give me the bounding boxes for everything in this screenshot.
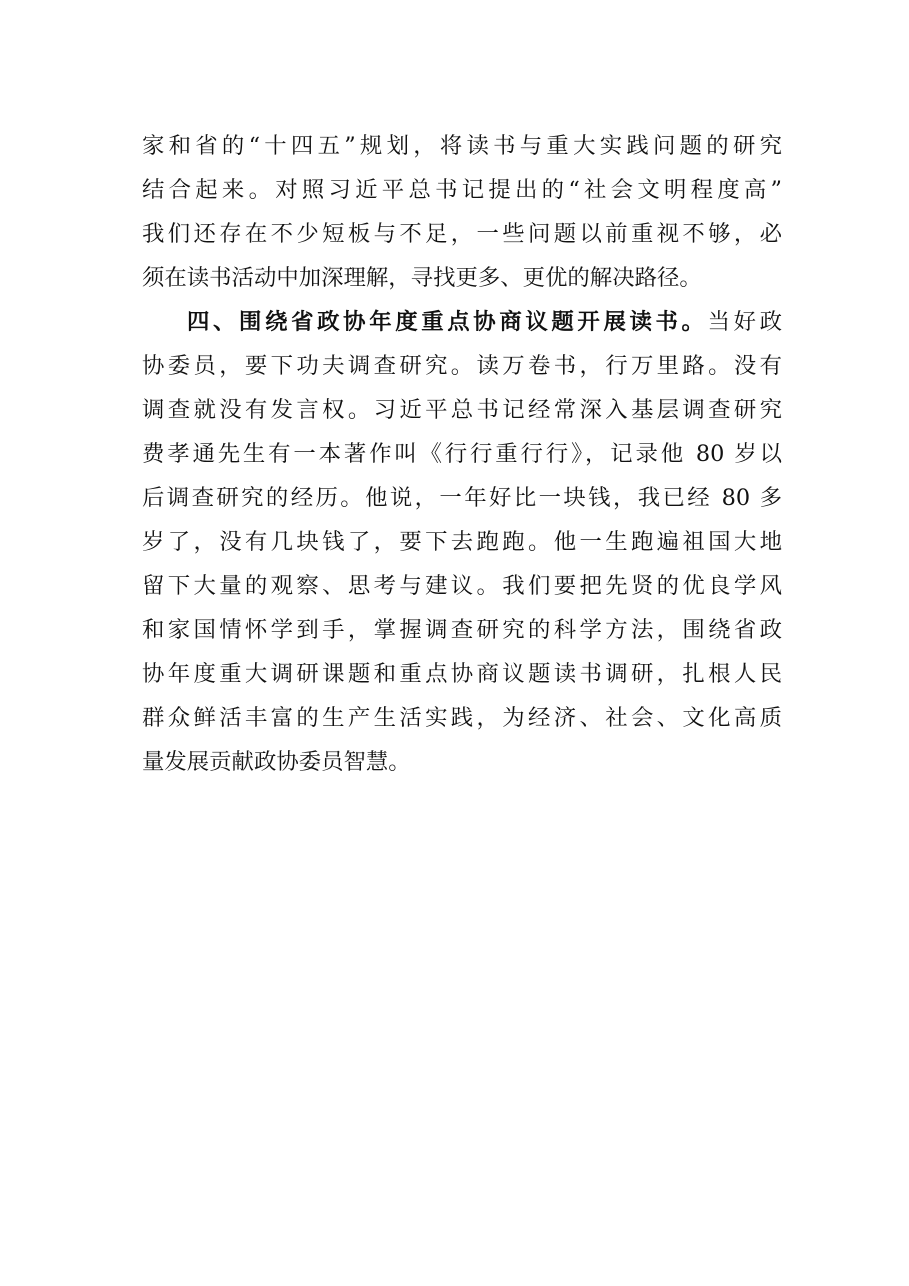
paragraph-line: 岁了，没有几块钱了，要下去跑跑。他一生跑遍祖国大地	[142, 529, 782, 555]
paragraph-line: 费孝通先生有一本著作叫《行行重行行》，记录他 80 岁以	[142, 441, 782, 467]
paragraph-line: 须在读书活动中加深理解，寻找更多、更优的解决路径。	[142, 265, 702, 291]
paragraph-line: 调查就没有发言权。习近平总书记经常深入基层调查研究	[142, 397, 782, 423]
paragraph-line: 协年度重大调研课题和重点协商议题读书调研，扎根人民	[142, 661, 782, 687]
paragraph-line: 我们还存在不少短板与不足，一些问题以前重视不够，必	[142, 221, 782, 247]
paragraph-2	[142, 300, 782, 784]
paragraph-line: 群众鲜活丰富的生产生活实践，为经济、社会、文化高质	[142, 705, 782, 731]
heading-trailing-text: 当好政	[707, 309, 782, 335]
paragraph-line: 量发展贡献政协委员智慧。	[142, 749, 411, 775]
paragraph-line: 和家国情怀学到手，掌握调查研究的科学方法，围绕省政	[142, 617, 782, 643]
paragraph-line: 后调查研究的经历。他说，一年好比一块钱，我已经 80 多	[142, 485, 782, 511]
paragraph-first-line	[142, 300, 782, 344]
paragraph-line: 留下大量的观察、思考与建议。我们要把先贤的优良学风	[142, 573, 782, 599]
document-body	[142, 124, 782, 784]
paragraph-1	[142, 124, 782, 300]
section-heading: 四、围绕省政协年度重点协商议题开展读书。	[187, 309, 708, 335]
paragraph-line: 结合起来。对照习近平总书记提出的“社会文明程度高”	[142, 177, 782, 203]
paragraph-line: 协委员，要下功夫调查研究。读万卷书，行万里路。没有	[142, 353, 782, 379]
paragraph-line: 家和省的“十四五”规划，将读书与重大实践问题的研究	[142, 133, 782, 159]
